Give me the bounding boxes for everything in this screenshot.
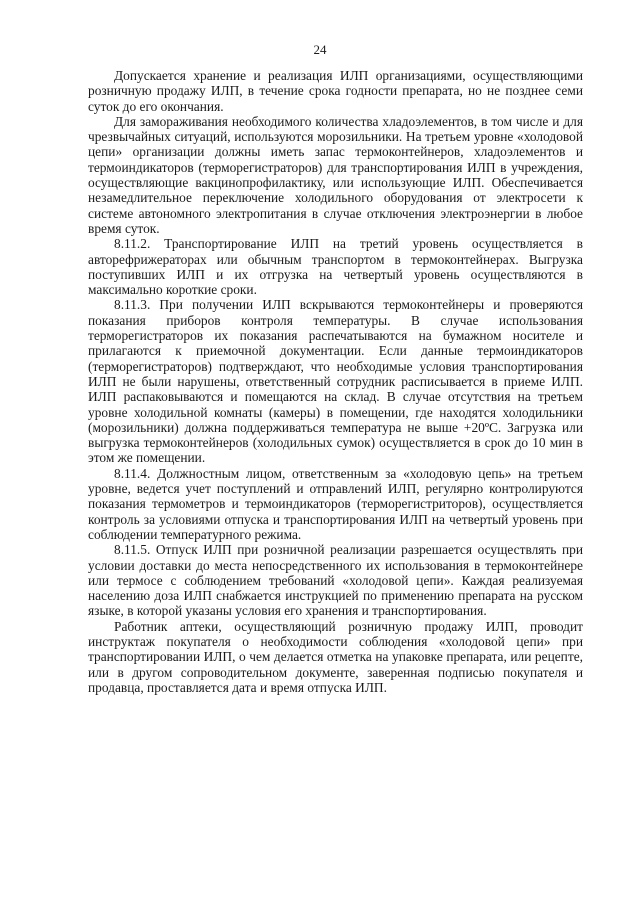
paragraph-8-11-5: 8.11.5. Отпуск ИЛП при розничной реализации разрешается осуществлять при условии доставки до места непосредственного их использования в термоконтейнере или термосе с соблюдением требований «холодовой цепи». Каждая реализуемая населению доза ИЛП снабжается инструкцией по применению препарата на русском языке, в которой указаны условия его хранения и транспортирования. (88, 542, 583, 619)
paragraph-8-11-4: 8.11.4. Должностным лицом, ответственным за «холодовую цепь» на третьем уровне, ведется учет поступлений и отправлений ИЛП, регулярно контролируются показания термометров и термоиндикаторов (терморегистриторов), осуществляется контроль за условиями отпуска и транспортирования ИЛП на четвертый уровень при соблюдении температурного режима. (88, 465, 583, 542)
paragraph-freezers-third-level: Для замораживания необходимого количества хладоэлементов, в том числе и для чрезвычайных ситуаций, используются морозильники. На третьем уровне «холодовой цепи» организации должны иметь запас термоконтейнеров, хладоэлементов и термоиндикаторов (терморегистраторов) для транспортирования ИЛП в учреждения, осуществляющие вакцинопрофилактику, или использующие ИЛП. Обеспечивается незамедлительное переключение холодильного оборудования от электросети к системе автономного электропитания в случае отключения электроэнергии в любое время суток. (88, 113, 583, 236)
paragraph-8-11-3: 8.11.3. При получении ИЛП вскрываются термоконтейнеры и проверяются показания приборов контроля температуры. В случае использования терморегистраторов их показания распечатываются на бумажном носителе и прилагаются к приемочной документации. Если данные термоиндикаторов (терморегистраторов) подтверждают, что необходимые условия транспортирования ИЛП не были нарушены, ответственный сотрудник расписывается в приеме ИЛП. ИЛП распаковываются и помещаются на склад. В случае отсутствия на третьем уровне холодильной комнаты (камеры) в помещении, где находятся холодильники (морозильники) должна поддерживаться температура не выше +20ºС. Загрузка или выгрузка термоконтейнеров (холодильных сумок) осуществляется в срок до 10 мин в этом же помещении. (88, 297, 583, 466)
paragraph-storage-retail: Допускается хранение и реализация ИЛП организациями, осуществляющими розничную продажу ИЛП, в течение срока годности препарата, но не позднее семи суток до его окончания. (88, 68, 583, 114)
document-body (88, 68, 583, 695)
page-number: 24 (313, 42, 327, 57)
paragraph-pharmacy-worker: Работник аптеки, осуществляющий розничную продажу ИЛП, проводит инструктаж покупателя о необходимости соблюдения «холодовой цепи» при транспортировании ИЛП, о чем делается отметка на упаковке препарата, или рецепте, или в другом сопроводительном документе, заверенная подписью покупателя и продавца, проставляется дата и время отпуска ИЛП. (88, 618, 583, 695)
paragraph-8-11-2: 8.11.2. Транспортирование ИЛП на третий уровень осуществляется в авторефрижераторах или обычным транспортом в термоконтейнерах. Выгрузка поступивших ИЛП и их отгрузка на четвертый уровень осуществляются в максимально короткие сроки. (88, 236, 583, 298)
